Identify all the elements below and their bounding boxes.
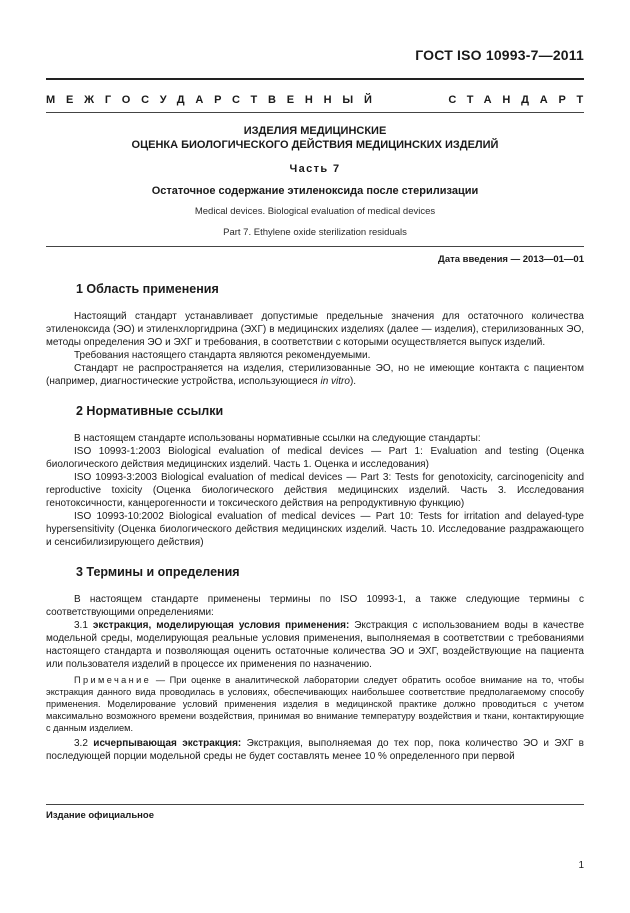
text-run: Стандарт не распространяется на изделия, стерилизованные ЭО, но не имеющие контакта с пациентом (например, диагностические устройства, использующиеся <box>46 363 584 387</box>
english-title-line-1: Medical devices. Biological evaluation of medical devices <box>194 206 436 217</box>
part-label: Часть 7 <box>289 163 341 175</box>
section-scope <box>46 282 584 388</box>
title-rule <box>46 246 584 247</box>
note-label: Примечание <box>74 675 152 685</box>
term-text: Экстракция, выполняемая до тех пор, пока количество ЭО и ЭХГ в последующей порции модельной среды не будет составлять менее 10 % определенного при первой <box>46 738 584 762</box>
note-text: — При оценке в аналитической лаборатории следует обратить особое внимание на то, чтобы экстракция данного вида проводилась в условиях, обеспечивающих наибольшее соответствие предполагаемому способу применения. Моделирование условий применения изделия в медицинской практике должно проводиться с учетом максимально возможного времени воздействия, принимая во внимание температуру воздействия и ткани, контактирующие с данным изделием. <box>46 675 584 733</box>
term-number: 3.1 <box>74 620 93 631</box>
note <box>46 674 584 734</box>
section-terms <box>46 565 584 763</box>
title-block <box>46 124 584 239</box>
banner-word-standard: СТАНДАРТ <box>448 94 594 106</box>
banner-rule <box>46 112 584 113</box>
title-line-1: ИЗДЕЛИЯ МЕДИЦИНСКИЕ <box>243 125 387 137</box>
reference-item: ISO 10993-1:2003 Biological evaluation of medical devices — Part 1: Evaluation and testing (Оценка биологического действия медицинских изделий. Часть 1. Оценка и исследования) <box>46 446 584 470</box>
section-heading: 1 Область применения <box>76 282 219 296</box>
footer-rule <box>46 804 584 805</box>
official-edition-label: Издание официальное <box>46 810 154 821</box>
section-normative-references <box>46 404 584 549</box>
term-name: исчерпывающая экстракция: <box>93 738 242 749</box>
paragraph: В настоящем стандарте использованы нормативные ссылки на следующие стандарты: <box>74 433 481 444</box>
paragraph <box>46 362 584 388</box>
section-heading: 3 Термины и определения <box>76 565 240 579</box>
paragraph: Настоящий стандарт устанавливает допустимые предельные значения для остаточного количества этиленоксида (ЭО) и этиленхлоргидрина (ЭХГ) в медицинских изделиях (далее — изделия), стерилизованных ЭО, методы определения ЭО и ЭХГ и требования, в соответствии с которыми осуществляется выпуск изделий. <box>46 311 584 348</box>
reference-item: ISO 10993-10:2002 Biological evaluation of medical devices — Part 10: Tests for irritation and delayed-type hypersensitivity (Оценка биологического действия медицинских изделий. Часть 10. Исследование раздражающего и сенсибилизирующего действия) <box>46 511 584 548</box>
doc-number: ГОСТ ISO 10993-7—2011 <box>415 47 584 63</box>
reference-item: ISO 10993-3:2003 Biological evaluation of medical devices — Part 3: Tests for genotoxicity, carcinogenicity and reproductive toxicity (Оценка биологического действия медицинских изделий. Часть 3. Исследования генотоксичности, канцерогенности и токсического действия на репродуктивную функцию) <box>46 472 584 509</box>
text-run: ). <box>349 376 357 387</box>
introduction-date: Дата введения — 2013—01—01 <box>438 254 584 265</box>
term-number: 3.2 <box>74 738 94 749</box>
section-heading: 2 Нормативные ссылки <box>76 404 224 418</box>
paragraph: В настоящем стандарте применены термины по ISO 10993-1, а также следующие термины с соответствующими определениями: <box>46 594 584 618</box>
paragraph: Требования настоящего стандарта являются рекомендуемыми. <box>74 350 371 361</box>
italic-term: in vitro <box>320 376 350 387</box>
english-title-line-2: Part 7. Ethylene oxide sterilization residuals <box>223 227 407 238</box>
term-name: экстракция, моделирующая условия применения: <box>92 620 350 631</box>
top-rule <box>46 78 584 80</box>
interstate-standard-banner <box>46 94 594 106</box>
banner-word-interstate: МЕЖГОСУДАРСТВЕННЫЙ <box>46 94 383 106</box>
part-subtitle: Остаточное содержание этиленоксида после стерилизации <box>151 185 479 197</box>
term-definition <box>46 619 584 671</box>
term-definition <box>46 737 584 763</box>
page-number: 1 <box>578 860 584 871</box>
title-line-2: ОЦЕНКА БИОЛОГИЧЕСКОГО ДЕЙСТВИЯ МЕДИЦИНСКИХ ИЗДЕЛИЙ <box>131 139 499 151</box>
body-content <box>46 282 584 763</box>
term-text: Экстракция с использованием воды в качестве модельной среды, моделирующая реальные условия применения, выполняемая в соответствии с требованиями настоящего стандарта и позволяющая оценить остаточные количества ЭО и ЭХГ, воздействующие на пациента или пользователя изделий в процессе их применения по назначению. <box>46 620 585 670</box>
